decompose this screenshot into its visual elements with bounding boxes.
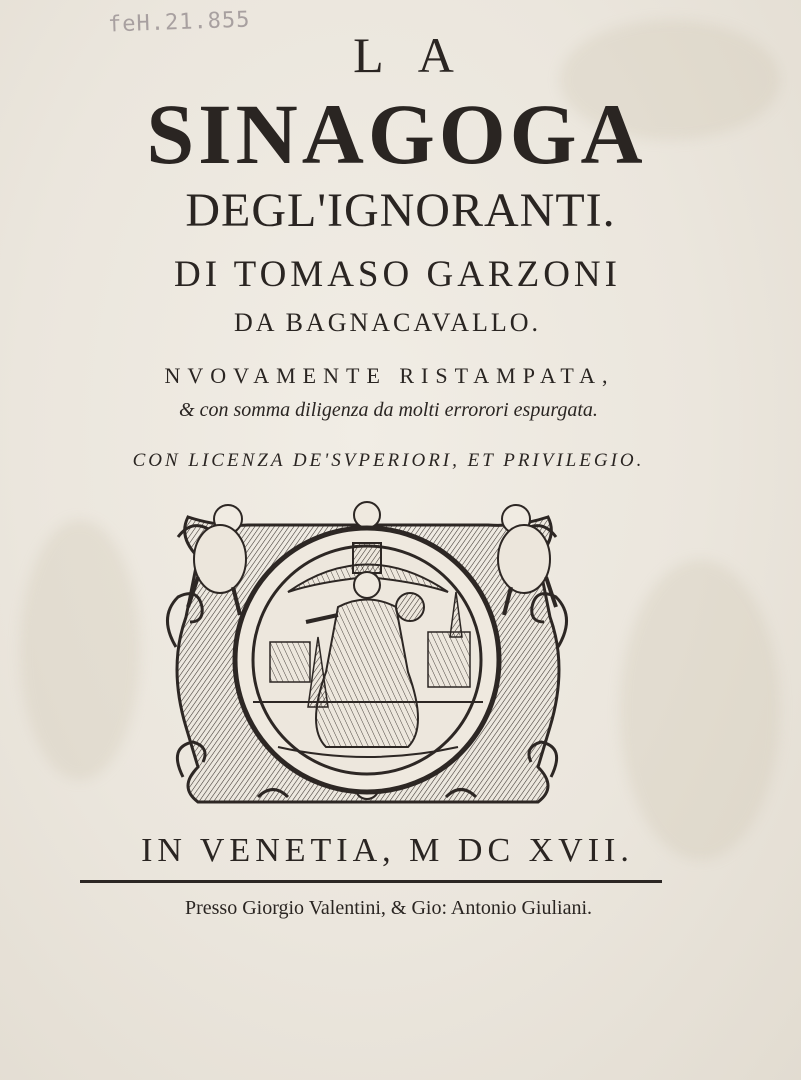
title-article: LA xyxy=(353,27,488,83)
title-sub: DEGL'IGNORANTI. xyxy=(185,184,616,237)
paper-stain xyxy=(620,560,780,860)
printers-device-woodcut xyxy=(158,497,576,817)
edition-line-1: NVOVAMENTE RISTAMPATA, xyxy=(164,363,615,388)
imprint-place-date: IN VENETIA, M DC XVII. xyxy=(141,832,634,869)
imprint-printers: Presso Giorgio Valentini, & Gio: Antonio Giuliani. xyxy=(184,897,593,919)
paper-stain xyxy=(20,520,140,780)
manuscript-shelfmark: feH.21.855 xyxy=(107,7,251,38)
imprint-rule xyxy=(80,880,662,883)
mask-top xyxy=(354,502,380,528)
author-name: DI TOMASO GARZONI xyxy=(174,254,621,295)
author-origin: DA BAGNACAVALLO. xyxy=(233,308,542,337)
title-main: SINAGOGA xyxy=(146,86,647,182)
edition-line-2: & con somma diligenza da molti errorori espurgata. xyxy=(179,399,598,421)
license-line: CON LICENZA DE'SVPERIORI, ET PRIVILEGIO. xyxy=(132,450,645,471)
